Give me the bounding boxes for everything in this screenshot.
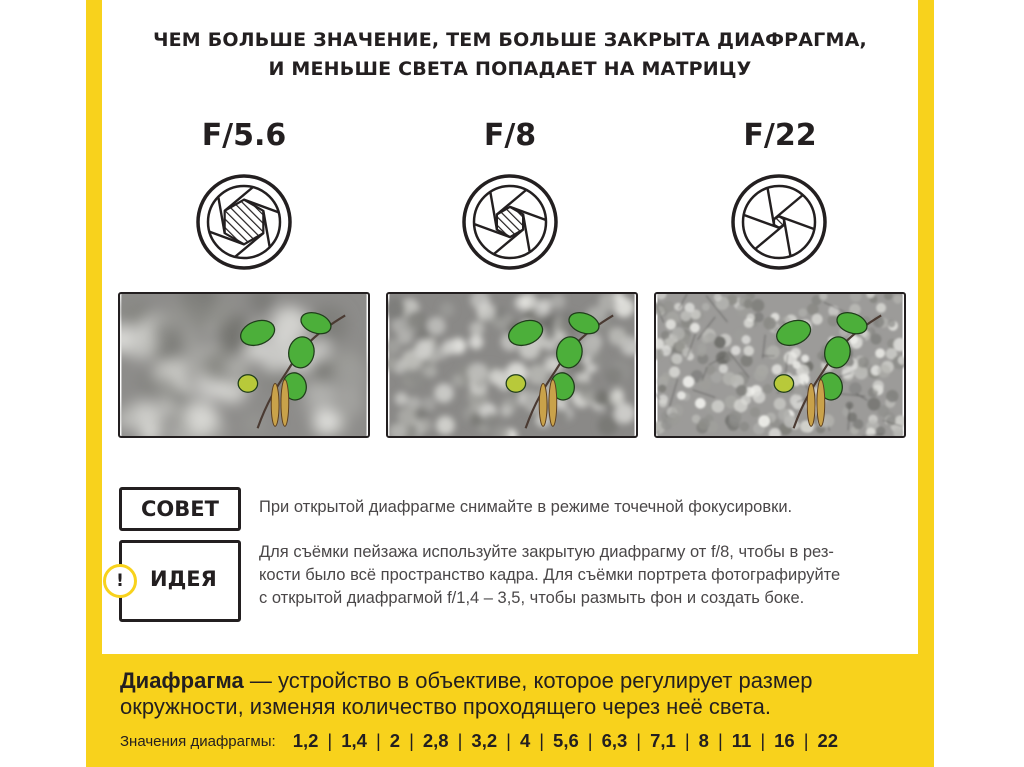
photo-example-f5-6 [118,292,370,438]
idea-label-box [119,540,241,622]
value-separator: | [375,730,381,751]
aperture-value: 7,1 [650,730,676,751]
value-separator: | [539,730,545,751]
exclamation-icon: ! [103,564,137,598]
value-separator: | [327,730,333,751]
aperture-icon-f8 [458,170,562,274]
aperture-values-row [120,729,847,753]
value-separator: | [803,730,809,751]
idea-line-3: с открытой диафрагмой f/1,4 – 3,5, чтобы размыть фон и создать боке. [259,589,805,607]
photo-example-f22 [654,292,906,438]
tip-label-box [119,487,241,531]
idea-line-1: Для съёмки пейзажа используйте закрытую диафрагму от f/8, чтобы в рез- [259,543,834,561]
aperture-value: 5,6 [553,730,579,751]
definition-text [120,668,910,720]
value-separator: | [506,730,511,751]
values-label: Значения диафрагмы: [120,732,276,750]
aperture-value: 22 [817,730,839,751]
photo-example-f8 [386,292,638,438]
idea-line-2: кости было всё пространство кадра. Для съёмки портрета фотографируйте [259,566,841,584]
left-yellow-border [86,0,102,660]
headline-line-1: ЧЕМ БОЛЬШЕ ЗНАЧЕНИЕ, ТЕМ БОЛЬШЕ ЗАКРЫТА ДИАФРАГМА, [153,29,867,51]
value-separator: | [409,730,414,751]
aperture-value: 1,4 [341,730,367,751]
definition-line-2: окружности, изменяя количество проходящего через неё света. [120,694,772,719]
headline [102,26,918,84]
aperture-icon-f22 [727,170,831,274]
aperture-value: 2 [389,730,401,751]
aperture-value: 3,2 [471,730,498,751]
aperture-label-1: F/5.6 [201,118,287,153]
idea-label: ИДЕЯ [150,567,217,591]
aperture-value: 1,2 [292,730,319,751]
aperture-value: 11 [731,730,752,751]
value-separator: | [760,730,766,751]
aperture-value: 8 [698,730,709,751]
aperture-label-3: F/22 [743,118,817,153]
aperture-value: 2,8 [422,730,449,751]
value-separator: | [457,730,463,751]
values-list [284,730,847,752]
tip-text: При открытой диафрагме снимайте в режиме точечной фокусировки. [259,498,793,516]
headline-line-2: И МЕНЬШЕ СВЕТА ПОПАДАЕТ НА МАТРИЦУ [268,58,752,80]
aperture-label-2: F/8 [483,118,537,153]
definition-line-1: — устройство в объективе, которое регулирует размер [243,668,813,693]
value-separator: | [587,730,593,751]
aperture-value: 6,3 [601,730,628,751]
value-separator: | [717,730,723,751]
definition-term: Диафрагма [120,668,244,693]
right-yellow-border [918,0,934,660]
value-separator: | [684,730,690,751]
tip-label: СОВЕТ [141,497,219,521]
aperture-icon-f5-6 [192,170,296,274]
aperture-value: 16 [774,730,795,751]
idea-text [259,541,909,610]
aperture-value: 4 [519,730,531,751]
value-separator: | [636,730,642,751]
